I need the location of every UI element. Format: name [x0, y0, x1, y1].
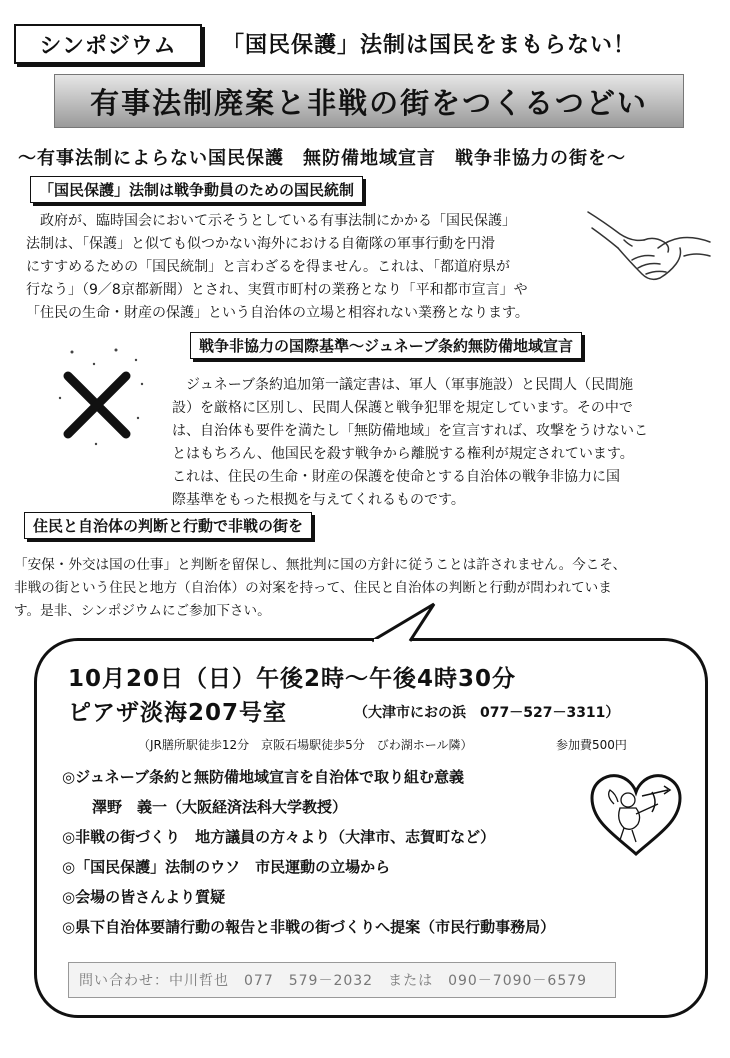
contact-info: 問い合わせ：中川哲也 077 579－2032 または 090－7090－6579 — [68, 962, 616, 998]
headline: 「国民保護」法制は国民をまもらない！ — [222, 33, 637, 58]
section1-line: 「住民の生命・財産の保護」という自治体の立場と相容れない業務となります。 — [26, 305, 529, 321]
program-item: ◎会場の皆さんより質疑 — [62, 888, 226, 906]
event-address: （大津市におの浜 077－527－3311） — [354, 705, 620, 721]
section3-line: 「安保・外交は国の仕事」と判断を留保し、無批判に国の方針に従うことは許されません。今こそ、 — [14, 557, 627, 573]
section1-line: 法制は、「保護」と似ても似つかない海外における自衛隊の軍事行動を円滑 — [26, 236, 495, 252]
section2-body — [172, 374, 648, 512]
section3-heading: 住民と自治体の判断と行動で非戦の街を — [24, 512, 312, 539]
handshake-icon — [584, 182, 714, 302]
section2-line: ジュネーブ条約追加第一議定書は、軍人（軍事施設）と民間人（民間施 — [172, 377, 634, 393]
section2-line: は、自治体も要件を満たし「無防備地域」を宣言すれば、攻撃をうけないこ — [172, 423, 648, 439]
cross-mark-icon — [52, 340, 148, 450]
section3-line: す。是非、シンポジウムにご参加下さい。 — [14, 603, 271, 619]
section3-line: 非戦の街という住民と地方（自治体）の対案を持って、住民と自治体の判断と行動が問われていま — [14, 580, 612, 596]
cupid-heart-icon — [586, 770, 686, 860]
program-item: ◎非戦の街づくり 地方議員の方々より（大津市、志賀町など） — [62, 828, 496, 846]
section1-line: にすすめるための「国民統制」と言わざるを得ません。これは、「都道府県が — [26, 259, 510, 275]
section1-line: 政府が、臨時国会において示そうとしている有事法制にかかる「国民保護」 — [26, 213, 516, 229]
page-title: 有事法制廃案と非戦の街をつくるつどい — [54, 74, 684, 128]
section2-line: 際基準をもった根拠を与えてくれるものです。 — [172, 492, 465, 508]
program-item: ◎ジュネーブ条約と無防備地域宣言を自治体で取り組む意義 — [62, 768, 465, 786]
section3-body — [14, 554, 626, 623]
section1-heading: 「国民保護」法制は戦争動員のための国民統制 — [30, 176, 363, 203]
event-datetime: 10月20日（日）午後2時～午後4時30分 — [68, 666, 517, 692]
section2-line: とはもちろん、他国民を殺す戦争から離脱する権利が規定されています。 — [172, 446, 634, 462]
subtitle: ～有事法制によらない国民保護 無防備地域宣言 戦争非協力の街を～ — [18, 148, 626, 169]
program-item: ◎「国民保護」法制のウソ 市民運動の立場から — [62, 858, 391, 876]
program-item: ◎県下自治体要請行動の報告と非戦の街づくりへ提案（市民行動事務局） — [62, 918, 556, 936]
symposium-tag: シンポジウム — [14, 24, 202, 64]
event-venue: ピアザ淡海207号室 — [68, 700, 288, 726]
event-fee: 参加費500円 — [556, 738, 627, 752]
program-item: 澤野 義一（大阪経済法科大学教授） — [62, 798, 348, 816]
section2-line: これは、住民の生命・財産の保護を使命とする自治体の戦争非協力に国 — [172, 469, 620, 485]
section2-heading: 戦争非協力の国際基準～ジュネーブ条約無防備地域宣言 — [190, 332, 582, 359]
section1-line: 行なう」（9／8京都新聞）とされ、実質市町村の業務となり「平和都市宣言」や — [26, 282, 528, 298]
section2-line: 設）を厳格に区別し、民間人保護と戦争犯罪を規定しています。その中で — [172, 400, 633, 416]
section1-body — [26, 210, 529, 325]
event-access: （JR膳所駅徒歩12分 京阪石場駅徒歩5分 びわ湖ホール隣） — [138, 738, 473, 752]
